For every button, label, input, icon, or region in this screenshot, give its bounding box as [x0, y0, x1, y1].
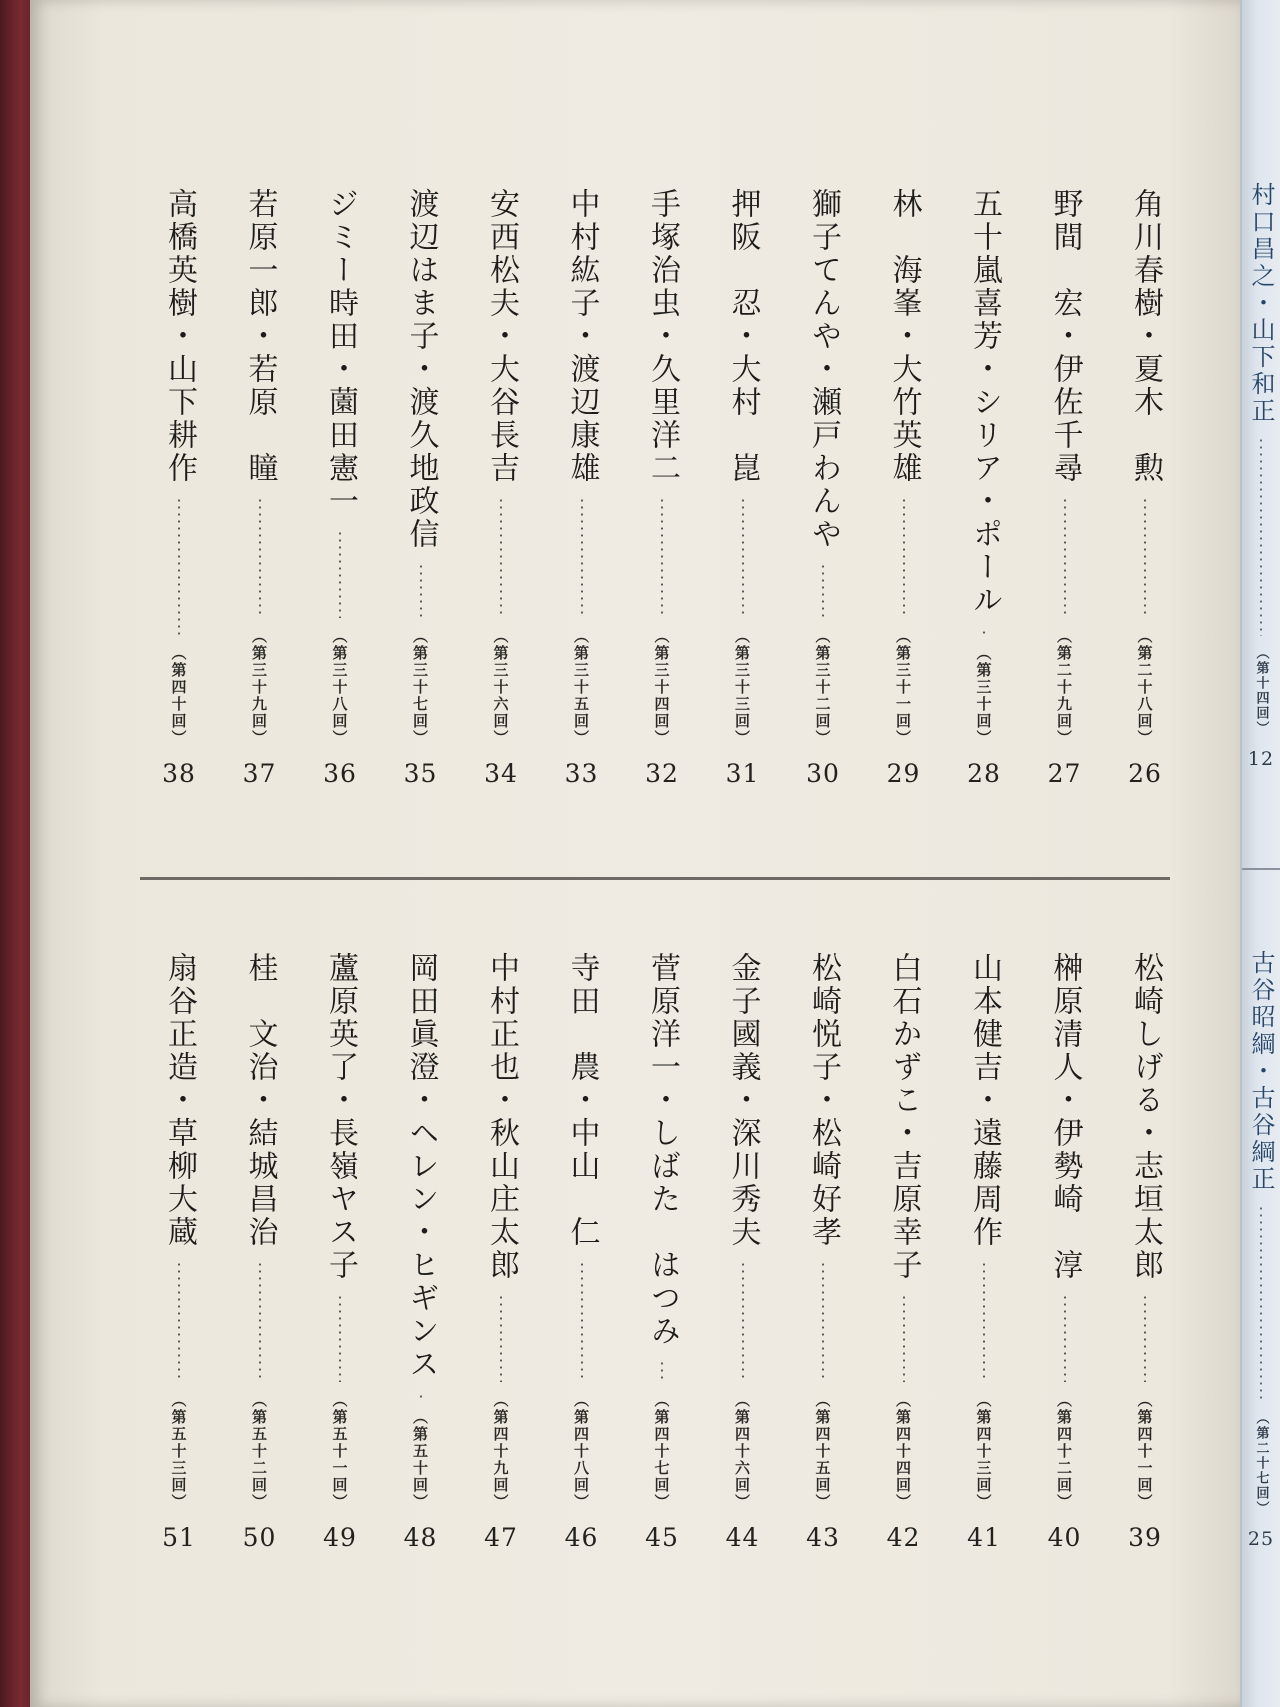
- entry-episode: （第四十二回）: [1055, 1392, 1073, 1511]
- entry-page-number: 42: [886, 1523, 921, 1552]
- entry-page-number: 34: [484, 759, 518, 788]
- dot-leader: [983, 1261, 985, 1382]
- dot-leader: [822, 563, 824, 618]
- entry-page-number: 45: [645, 1523, 679, 1552]
- contents-entry: [478, 952, 524, 1552]
- entry-episode: （第五十回）: [411, 1409, 429, 1511]
- entry-title: 寺田 農・中山 仁: [564, 952, 600, 1249]
- entry-page-number: 39: [1128, 1523, 1162, 1552]
- dot-leader: [1260, 437, 1262, 636]
- contents-entry: [720, 188, 766, 788]
- entry-page-number: 38: [162, 759, 196, 788]
- dot-leader: [420, 563, 422, 618]
- dot-leader: [581, 497, 583, 618]
- entry-title: 山本健吉・遠藤周作: [967, 952, 1002, 1249]
- entry-episode: （第三十五回）: [572, 628, 590, 747]
- entry-title: 松崎しげる・志垣太郎: [1128, 952, 1163, 1282]
- entry-page-number: 36: [323, 759, 357, 788]
- entry-title: 手塚治虫・久里洋二: [645, 188, 680, 485]
- entry-title: 若原一郎・若原 瞳: [242, 188, 278, 485]
- entry-episode: （第三十九回）: [250, 628, 268, 747]
- entry-title: 蘆原英了・長嶺ヤス子: [323, 952, 358, 1282]
- dot-leader: [1144, 497, 1146, 618]
- contents-entry: [639, 188, 685, 788]
- dot-leader: [178, 497, 180, 635]
- contents-entry: [720, 952, 766, 1552]
- entry-episode: （第四十四回）: [894, 1392, 912, 1511]
- entry-page-number: 32: [645, 759, 679, 788]
- entry-title: 松崎悦子・松崎好孝: [806, 952, 841, 1249]
- contents-entry: [317, 952, 363, 1552]
- entry-episode: （第五十一回）: [330, 1392, 349, 1511]
- dot-leader: [339, 1294, 341, 1382]
- entry-page-number: 49: [323, 1523, 357, 1552]
- entry-page-number: 50: [242, 1523, 277, 1552]
- entry-title: 村口昌之・山下和正: [1247, 182, 1275, 425]
- dot-leader: [339, 530, 341, 618]
- entry-episode: （第十四回）: [1253, 646, 1269, 736]
- dot-leader: [1144, 1294, 1146, 1382]
- entry-page-number: 48: [403, 1523, 438, 1552]
- contents-entry: [1042, 952, 1088, 1552]
- contents-entry: [559, 188, 605, 788]
- entry-episode: （第四十七回）: [652, 1392, 671, 1511]
- entry-page-number: 12: [1247, 748, 1275, 770]
- contents-entry: [478, 188, 524, 788]
- section-divider: [140, 877, 1170, 880]
- entry-title: 岡田眞澄・ヘレン・ヒギンス: [403, 952, 439, 1381]
- dot-leader: [581, 1261, 583, 1382]
- entry-title: 中村正也・秋山庄太郎: [484, 952, 519, 1282]
- dot-leader: [983, 629, 985, 635]
- dot-leader: [500, 497, 502, 618]
- adjacent-entry-bottom: [1238, 950, 1280, 1550]
- entry-title: 中村紘子・渡辺康雄: [564, 188, 600, 485]
- entry-page-number: 43: [806, 1523, 840, 1552]
- entry-title: 林 海峯・大竹英雄: [886, 188, 922, 485]
- entry-episode: （第四十五回）: [813, 1392, 832, 1511]
- contents-entry: [398, 188, 444, 788]
- entry-title: 安西松夫・大谷長吉: [484, 188, 519, 485]
- entry-title: 渡辺はま子・渡久地政信: [403, 188, 439, 551]
- dot-leader: [259, 1261, 261, 1382]
- entry-page-number: 28: [967, 759, 1001, 788]
- entry-title: 桂 文治・結城昌治: [242, 952, 278, 1249]
- dot-leader: [661, 497, 663, 618]
- entry-page-number: 27: [1047, 759, 1082, 788]
- entry-episode: （第四十九回）: [491, 1392, 510, 1511]
- contents-entry: [156, 188, 202, 788]
- entry-page-number: 41: [967, 1523, 1001, 1552]
- dot-leader: [259, 497, 261, 618]
- entry-episode: （第四十一回）: [1135, 1392, 1154, 1511]
- contents-entry: [1122, 188, 1168, 788]
- contents-entry: [559, 952, 605, 1552]
- entry-episode: （第二十八回）: [1135, 628, 1154, 747]
- contents-entry: [237, 952, 283, 1552]
- entry-page-number: 29: [886, 759, 921, 788]
- dot-leader: [742, 497, 744, 618]
- contents-entry: [398, 952, 444, 1552]
- entry-episode: （第三十八回）: [330, 628, 349, 747]
- entry-page-number: 44: [725, 1523, 760, 1552]
- contents-entry: [639, 952, 685, 1552]
- dot-leader: [742, 1261, 744, 1382]
- dot-leader: [178, 1261, 180, 1382]
- entry-episode: （第四十三回）: [974, 1392, 993, 1511]
- entry-title: ジミー時田・薗田憲一: [323, 188, 358, 518]
- contents-entry: [961, 952, 1007, 1552]
- dot-leader: [903, 497, 905, 618]
- entry-page-number: 25: [1247, 1528, 1275, 1550]
- dot-leader: [1064, 1294, 1066, 1382]
- contents-entry: [800, 952, 846, 1552]
- entry-title: 野間 宏・伊佐千尋: [1047, 188, 1083, 485]
- entry-page-number: 26: [1128, 759, 1162, 788]
- entry-page-number: 31: [725, 759, 760, 788]
- adjacent-entry-top: [1238, 182, 1280, 770]
- entry-page-number: 47: [484, 1523, 518, 1552]
- entry-episode: （第五十二回）: [250, 1392, 268, 1511]
- contents-entry: [1042, 188, 1088, 788]
- entry-page-number: 33: [564, 759, 599, 788]
- contents-entry: [800, 188, 846, 788]
- entry-episode: （第三十一回）: [894, 628, 912, 747]
- entry-episode: （第二十九回）: [1055, 628, 1073, 747]
- entry-episode: （第三十六回）: [491, 628, 510, 747]
- dot-leader: [903, 1294, 905, 1382]
- entry-title: 五十嵐喜芳・シリア・ポール: [967, 188, 1002, 617]
- entry-episode: （第三十回）: [974, 645, 993, 747]
- dot-leader: [822, 1261, 824, 1382]
- entry-episode: （第五十三回）: [169, 1392, 188, 1511]
- contents-entry: [317, 188, 363, 788]
- entry-title: 押阪 忍・大村 崑: [725, 188, 761, 485]
- entry-episode: （第四十六回）: [733, 1392, 751, 1511]
- entry-title: 高橋英樹・山下耕作: [162, 188, 197, 485]
- entry-episode: （第三十二回）: [813, 628, 832, 747]
- entry-title: 扇谷正造・草柳大蔵: [162, 952, 197, 1249]
- entry-title: 菅原洋一・しばた はつみ: [645, 952, 680, 1348]
- entry-episode: （第二十七回）: [1253, 1411, 1269, 1516]
- dot-leader: [420, 1393, 422, 1399]
- contents-entry: [156, 952, 202, 1552]
- entry-episode: （第三十七回）: [411, 628, 429, 747]
- entry-page-number: 37: [242, 759, 277, 788]
- adjacent-divider: [1242, 868, 1280, 870]
- entry-title: 白石かずこ・吉原幸子: [886, 952, 922, 1282]
- entry-page-number: 40: [1047, 1523, 1082, 1552]
- entry-title: 金子國義・深川秀夫: [725, 952, 761, 1249]
- entry-title: 角川春樹・夏木 勲: [1128, 188, 1163, 485]
- entry-page-number: 51: [162, 1523, 196, 1552]
- entry-page-number: 30: [806, 759, 840, 788]
- contents-entry: [961, 188, 1007, 788]
- entry-page-number: 35: [403, 759, 438, 788]
- entry-episode: （第四十八回）: [572, 1392, 590, 1511]
- entry-title: 獅子てんや・瀬戸わんや: [806, 188, 841, 551]
- contents-entry: [881, 952, 927, 1552]
- contents-entry: [237, 188, 283, 788]
- entry-episode: （第三十四回）: [652, 628, 671, 747]
- contents-entry: [881, 188, 927, 788]
- contents-entry: [1122, 952, 1168, 1552]
- dot-leader: [1064, 497, 1066, 618]
- entry-episode: （第三十三回）: [733, 628, 751, 747]
- entry-episode: （第四十回）: [169, 645, 188, 747]
- entry-title: 古谷昭綱・古谷綱正: [1247, 950, 1275, 1193]
- dot-leader: [1260, 1205, 1262, 1401]
- dot-leader: [661, 1360, 663, 1382]
- entry-title: 榊原清人・伊勢崎 淳: [1047, 952, 1083, 1282]
- entry-page-number: 46: [564, 1523, 599, 1552]
- dot-leader: [500, 1294, 502, 1382]
